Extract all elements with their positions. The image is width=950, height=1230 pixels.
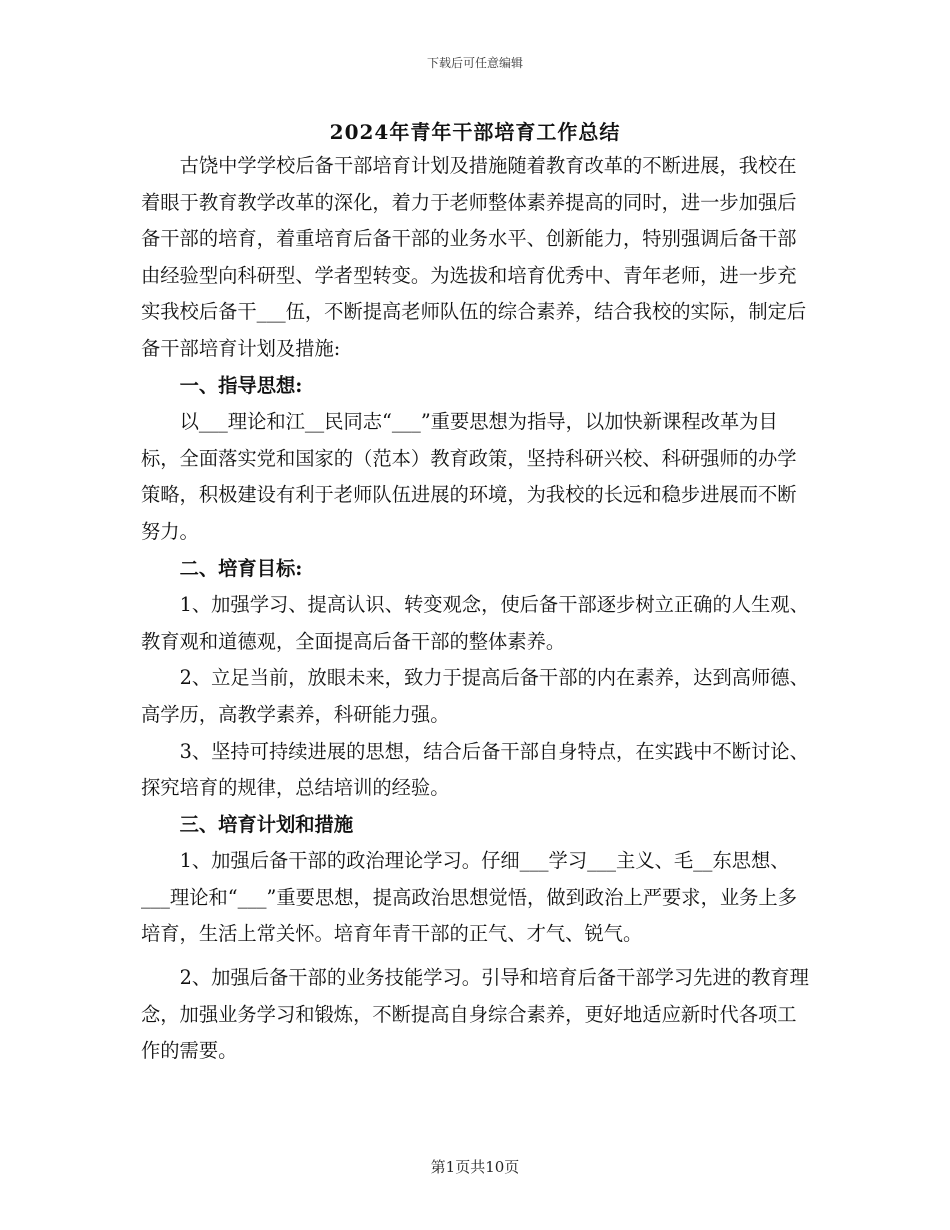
guiding-thought-paragraph: 以___理论和江__民同志“___”重要思想为指导，以加快新课程改革为目标，全面落实党和国家的（范本）教育政策，坚持科研兴校、科研强师的办学策略，积极建设有利于老师队伍进展的环境，为我校的长远和稳步进展而不断努力。	[141, 410, 797, 543]
header-note: 下载后可任意编辑	[426, 56, 523, 70]
goal-item-2: 2、立足当前，放眼未来，致力于提高后备干部的内在素养，达到高师德、高学历，高教学素养，科研能力强。	[141, 666, 809, 726]
goal-item-1: 1、加强学习、提高认识、转变观念，使后备干部逐步树立正确的人生观、教育观和道德观，全面提高后备干部的整体素养。	[141, 593, 809, 653]
document-title: 2024年青年干部培育工作总结	[329, 120, 621, 144]
section-heading-plan: 三、培育计划和措施	[179, 812, 354, 836]
page-footer: 第1页共10页	[430, 1158, 520, 1176]
plan-item-1: 1、加强后备干部的政治理论学习。仔细___学习___主义、毛__东思想、___理论和“___”重要思想，提高政治思想觉悟，做到政治上严要求，业务上多培育，生活上常关怀。培育年青干部的正气、才气、锐气。	[141, 849, 797, 946]
section-heading-goals: 二、培育目标:	[179, 556, 303, 580]
section-heading-guiding-thought: 一、指导思想:	[179, 373, 303, 397]
intro-paragraph: 古饶中学学校后备干部培育计划及措施随着教育改革的不断进展，我校在着眼于教育教学改革的深化，着力于老师整体素养提高的同时，进一步加强后备干部的培育，着重培育后备干部的业务水平、创新能力，特别强调后备干部由经验型向科研型、学者型转变。为选拔和培育优秀中、青年老师，进一步充实我校后备干___伍，不断提高老师队伍的综合素养，结合我校的实际，制定后备干部培育计划及措施:	[141, 154, 807, 360]
plan-item-2: 2、加强后备干部的业务技能学习。引导和培育后备干部学习先进的教育理念，加强业务学习和锻炼，不断提高自身综合素养，更好地适应新时代各项工作的需要。	[141, 966, 809, 1063]
document-body	[141, 148, 809, 1070]
goal-item-3: 3、坚持可持续进展的思想，结合后备干部自身特点，在实践中不断讨论、探究培育的规律，总结培训的经验。	[141, 739, 809, 800]
